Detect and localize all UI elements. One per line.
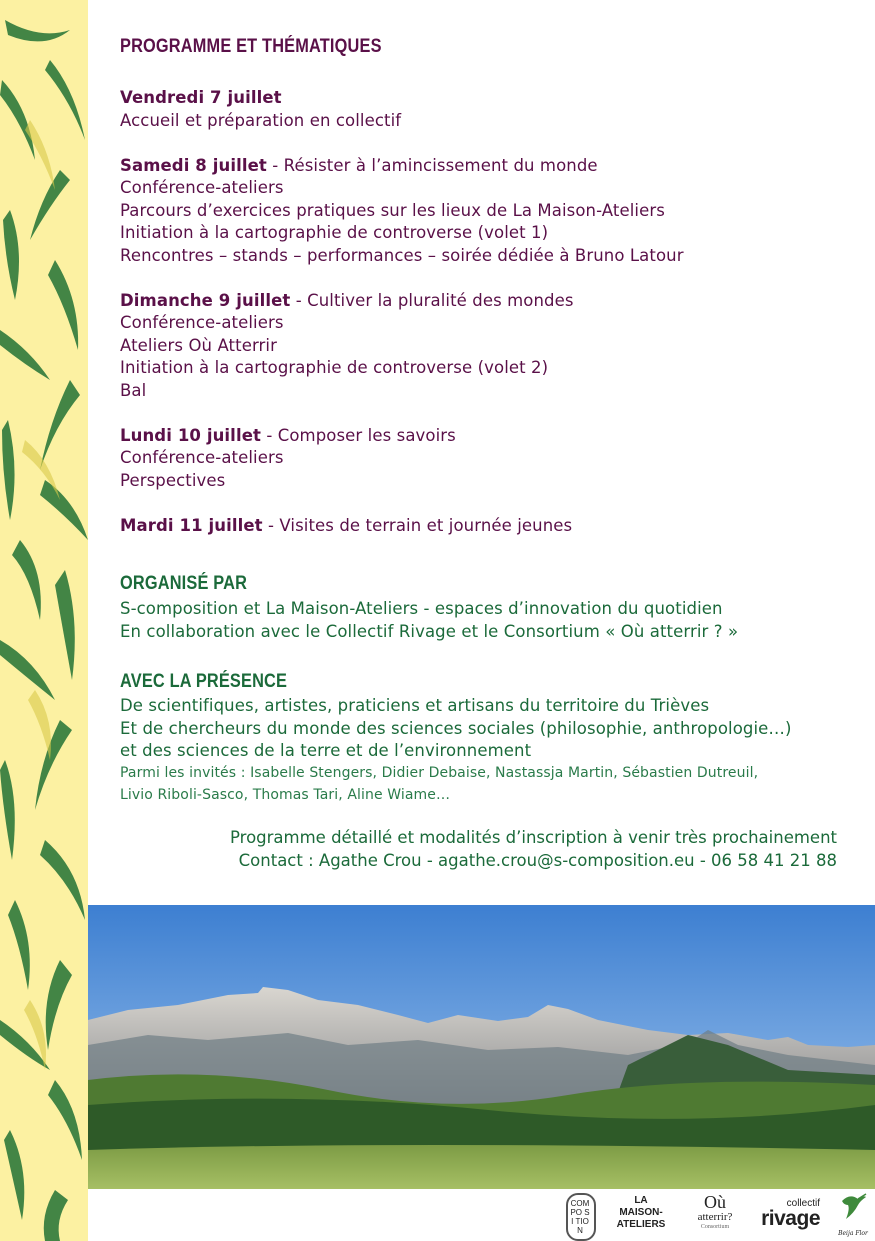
programme-item: Conférence-ateliers (120, 448, 284, 467)
scomposition-logo: COM PO SI TION (566, 1193, 594, 1229)
programme-heading: PROGRAMME ET THÉMATIQUES (120, 36, 382, 57)
programme-item: Perspectives (120, 471, 226, 490)
maison-ateliers-logo: LA MAISON- ATELIERS (616, 1195, 666, 1230)
day-line (120, 87, 282, 109)
programme-item: Accueil et préparation en collectif (120, 111, 402, 130)
ou-atterrir-logo: Où atterrir? Consortium (697, 1192, 733, 1230)
programme-item: Ateliers Où Atterrir (120, 336, 277, 355)
organiser-line: En collaboration avec le Collectif Rivage et le Consortium « Où atterrir ? » (120, 622, 739, 641)
programme-notice: Programme détaillé et modalités d’inscription à venir très prochainement (229, 828, 837, 847)
day-line (120, 155, 598, 177)
organise-heading: ORGANISÉ PAR (120, 573, 248, 594)
programme-item: Rencontres – stands – performances – soirée dédiée à Bruno Latour (120, 246, 684, 265)
programme-item: Parcours d’exercices pratiques sur les lieux de La Maison-Ateliers (120, 201, 665, 220)
day-theme: - Cultiver la pluralité des mondes (290, 291, 574, 310)
day-label: Dimanche 9 juillet (120, 291, 291, 310)
presence-heading: AVEC LA PRÉSENCE (120, 671, 288, 692)
brush-strokes-pattern (0, 0, 88, 1241)
day-theme: - Résister à l’amincissement du monde (266, 156, 598, 175)
day-theme: - Composer les savoirs (260, 426, 456, 445)
programme-item: Conférence-ateliers (120, 178, 284, 197)
organiser-line: S-composition et La Maison-Ateliers - espaces d’innovation du quotidien (120, 599, 723, 618)
beija-flor-logo: Beija Flor (836, 1191, 870, 1237)
programme-item: Initiation à la cartographie de controverse (volet 1) (120, 223, 549, 242)
day-label: Samedi 8 juillet (120, 156, 267, 175)
programme-item: Conférence-ateliers (120, 313, 284, 332)
collectif-rivage-logo: collectif rivage (761, 1198, 820, 1230)
programme-item: Bal (120, 381, 147, 400)
decorative-sidebar (0, 0, 88, 1241)
presence-line: Et de chercheurs du monde des sciences sociales (philosophie, anthropologie…) (120, 719, 792, 738)
hummingbird-icon (838, 1191, 868, 1225)
day-label: Vendredi 7 juillet (120, 88, 282, 107)
day-label: Lundi 10 juillet (120, 426, 261, 445)
day-line (120, 425, 456, 447)
presence-line: et des sciences de la terre et de l’environnement (120, 741, 532, 760)
day-label: Mardi 11 juillet (120, 516, 263, 535)
day-theme: - Visites de terrain et journée jeunes (262, 516, 573, 535)
guests-line: Parmi les invités : Isabelle Stengers, Didier Debaise, Nastassja Martin, Sébastien Dutreuil, (120, 765, 759, 781)
partner-logos (88, 1189, 875, 1241)
day-line (120, 515, 572, 537)
day-line (120, 290, 574, 312)
mountain-landscape-photo (88, 905, 875, 1189)
contact-line: Contact : Agathe Crou - agathe.crou@s-composition.eu - 06 58 41 21 88 (238, 851, 837, 870)
presence-line: De scientifiques, artistes, praticiens et artisans du territoire du Trièves (120, 696, 710, 715)
programme-item: Initiation à la cartographie de controverse (volet 2) (120, 358, 549, 377)
guests-line: Livio Riboli-Sasco, Thomas Tari, Aline Wiame… (120, 787, 451, 803)
